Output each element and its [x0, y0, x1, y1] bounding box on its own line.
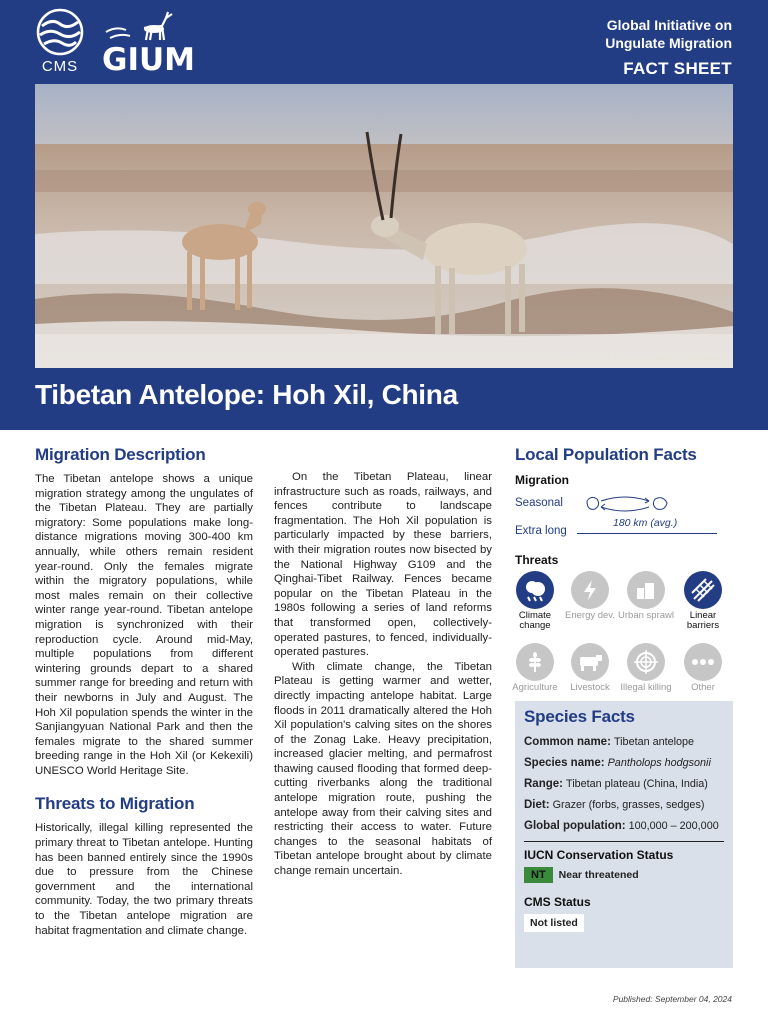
seasonal-migration-icon	[583, 493, 673, 515]
fact-value: Grazer (forbs, grasses, sedges)	[552, 799, 705, 811]
threat-energy-dev	[562, 571, 618, 621]
org-line-2: Ungulate Migration	[605, 35, 732, 51]
antelope-photo-illustration	[35, 84, 733, 368]
threat-other	[675, 643, 731, 693]
fact-key: Diet:	[524, 799, 550, 811]
threat-label: Livestock	[570, 682, 610, 693]
common-name-fact	[524, 735, 724, 749]
local-facts-heading: Local Population Facts	[515, 445, 697, 464]
threats-text-2: On the Tibetan Plateau, linear infrastructure such as roads, railways, and fences contribute to landscape fragmentation. The Hoh Xil population is particularly impacted by these barriers, with their migration routes now bisected by the National Highway G109 and the Qinghai-Tibet Railway. Fences became popular on the Tibetan Plateau in the 1980s following a series of land reforms that transformed open, collectively-operated pastures, to fenced, individually-operated pastures.	[274, 471, 492, 659]
fact-value: Pantholops hodgsonii	[607, 757, 711, 769]
fact-key: Common name:	[524, 736, 611, 748]
threat-label: Climate change	[518, 610, 552, 631]
fact-key: Range:	[524, 778, 563, 790]
iucn-status-text: Near threatened	[558, 869, 639, 881]
threats-label: Threats	[515, 553, 559, 567]
threats-text-1: Historically, illegal killing represented the primary threat to Tibetan antelope. Hunting has been banned entirely since the 1990s due to pressure from the Chinese government and the international community. Today, the two primary threats to the Tibetan antelope migration are habitat fragmentation and climate change.	[35, 822, 253, 937]
fact-key: Global population:	[524, 820, 626, 832]
threat-agriculture	[507, 643, 563, 693]
iucn-badge: NT	[524, 867, 553, 883]
wheat-icon	[516, 643, 554, 681]
fact-sheet-label: FACT SHEET	[623, 59, 732, 78]
cms-logo-text: CMS	[41, 58, 79, 75]
seasonal-label: Seasonal	[515, 497, 563, 509]
column-right	[512, 445, 733, 711]
column-left	[35, 445, 253, 938]
fact-value: Tibetan antelope	[613, 736, 695, 748]
species-facts-box	[515, 701, 733, 968]
buildings-icon	[627, 571, 665, 609]
crosshair-icon	[627, 643, 665, 681]
published-date: Published: September 04, 2024	[612, 994, 732, 1004]
migration-label: Migration	[515, 473, 569, 487]
threat-linear-barriers	[675, 571, 731, 631]
threat-label: Energy dev.	[565, 610, 615, 621]
species-facts-heading: Species Facts	[524, 707, 635, 726]
extra-long-label: Extra long	[515, 525, 567, 537]
migration-description-heading: Migration Description	[35, 445, 206, 464]
fact-value: Tibetan plateau (China, India)	[566, 778, 708, 790]
diet-fact	[524, 798, 724, 812]
threat-label: Linear barriers	[686, 610, 720, 631]
threat-livestock	[562, 643, 618, 693]
page-title: Tibetan Antelope: Hoh Xil, China	[35, 379, 458, 410]
migration-distance: 180 km (avg.)	[613, 517, 678, 529]
threat-urban-sprawl	[618, 571, 674, 621]
iucn-status	[524, 867, 724, 883]
population-fact	[524, 819, 724, 833]
seasonal-row	[515, 491, 733, 517]
threat-label: Other	[691, 682, 715, 693]
species-name-fact	[524, 756, 724, 770]
range-fact	[524, 777, 724, 791]
cms-status-badge: Not listed	[524, 914, 584, 932]
threat-label: Urban sprawl	[618, 610, 674, 621]
header-band	[0, 0, 768, 430]
distance-line	[577, 533, 717, 534]
divider	[524, 841, 724, 842]
climate-change-icon	[516, 571, 554, 609]
cms-status-label: CMS Status	[524, 895, 591, 909]
dots-icon	[684, 643, 722, 681]
org-line-1: Global Initiative on	[606, 17, 732, 33]
threat-label: Agriculture	[512, 682, 558, 693]
extra-long-row	[515, 517, 733, 543]
hero-photo	[35, 84, 733, 368]
gium-logo	[102, 8, 195, 78]
threat-illegal-killing	[618, 643, 674, 693]
gium-logo-text: GIUM	[102, 42, 195, 78]
photo-credit: Wu et al. 2021, Ecosystem Health and Sustainability	[564, 356, 727, 363]
threat-icons-grid	[512, 571, 733, 711]
migration-description-text: The Tibetan antelope shows a unique migration strategy among the ungulates of the Tibetan Plateau. They are partially migratory: Some populations make long-distance migrations moving 300-400 km annually, while others remain resident year-round. Only the females migrate within the migratory populations, while most males remain on their collective winter range year-round. Tibetan antelope migration is synchronized with their reproduction cycle. Around mid-May, multiple populations from different wintering grounds depart to a shared summer range for breeding and return with their newborns in July and August. The Hoh Xil population spends the winter in the Sanjiangyuan National Park and then the females migrate to the shared summer breeding range in the Hoh Xil (or Kekexili) UNESCO World Heritage Site.	[35, 473, 253, 777]
cms-logo	[34, 8, 86, 74]
threat-climate-change	[507, 571, 563, 631]
globe-icon	[36, 8, 84, 56]
threats-heading: Threats to Migration	[35, 794, 195, 814]
lightning-icon	[571, 571, 609, 609]
fact-value: 100,000 – 200,000	[628, 820, 719, 832]
header-org-block	[605, 16, 732, 79]
threats-text-3: With climate change, the Tibetan Plateau is getting warmer and wetter, directly impacting antelope habitat. Large floods in 2011 dramatically altered the Hoh Xil population's calving sites on the shores of the Zonag Lake. Heavy precipitation, increased glacier melting, and permafrost thawing caused flooding that formed deep-cutting riverbanks along the traditional antelope migration route, pushing the antelope away from their calving sites and restricting their access to water. Future changes to the seasonal habitats of Tibetan antelope brought about by climate change remain uncertain.	[274, 660, 492, 878]
column-middle	[274, 470, 492, 879]
fact-key: Species name:	[524, 757, 605, 769]
iucn-label: IUCN Conservation Status	[524, 848, 674, 862]
railway-icon	[684, 571, 722, 609]
cow-icon	[571, 643, 609, 681]
deer-icon	[104, 8, 176, 44]
threat-label: Illegal killing	[620, 682, 672, 693]
